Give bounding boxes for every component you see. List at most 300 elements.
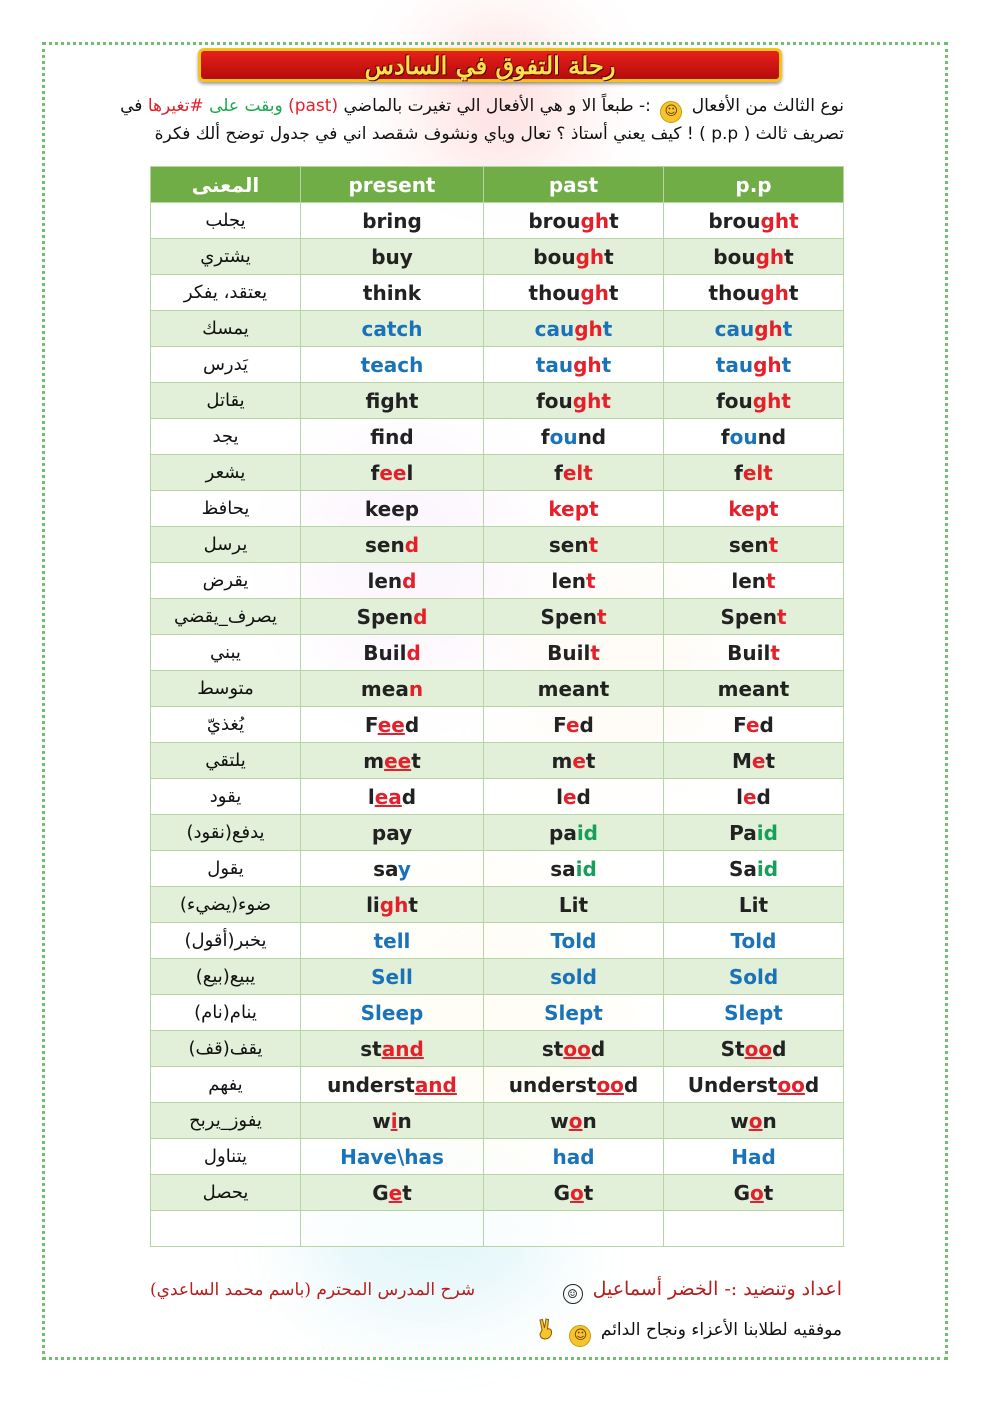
meaning-cell: يصرف_يقضي xyxy=(151,599,301,635)
past-cell xyxy=(484,1031,664,1067)
pp-cell xyxy=(664,527,844,563)
meaning-cell: يشعر xyxy=(151,455,301,491)
table-row xyxy=(151,455,844,491)
word-part-highlight: catch xyxy=(361,316,423,341)
past-cell xyxy=(484,239,664,275)
pp-cell xyxy=(664,311,844,347)
word-part: underst xyxy=(508,1072,597,1097)
word-part: Spen xyxy=(540,604,597,629)
word-part-highlight: oo xyxy=(563,1036,591,1061)
word-part-highlight: gh xyxy=(755,244,785,269)
word-part-highlight: ee xyxy=(379,460,407,485)
word-part: thou xyxy=(708,280,761,305)
word-part-highlight: gh xyxy=(753,352,782,377)
title-banner xyxy=(198,48,782,82)
word-part-highlight: t xyxy=(776,604,787,629)
word-part-highlight: elt xyxy=(742,460,773,485)
word-part-highlight: ee xyxy=(377,712,405,737)
present-cell xyxy=(301,923,484,959)
past-cell xyxy=(484,383,664,419)
meaning-cell: يخبر(أقول) xyxy=(151,923,301,959)
word-part: brou xyxy=(528,208,581,233)
word-part-highlight: o xyxy=(570,1180,584,1205)
word-part-highlight: e xyxy=(742,784,757,809)
header-meaning: المعنى xyxy=(151,167,301,203)
word-part-highlight: had xyxy=(552,1144,595,1169)
present-cell xyxy=(301,743,484,779)
meaning-cell xyxy=(151,1211,301,1247)
word-part: bou xyxy=(533,244,576,269)
past-cell xyxy=(484,1211,664,1247)
meaning-cell: يقول xyxy=(151,851,301,887)
past-cell xyxy=(484,887,664,923)
word-part: d xyxy=(772,1036,787,1061)
word-part: l xyxy=(556,784,563,809)
word-part: len xyxy=(551,568,587,593)
word-part-highlight: e xyxy=(751,748,766,773)
present-cell xyxy=(301,455,484,491)
relieved-face-icon: ☺ xyxy=(569,1325,591,1347)
word-part: sa xyxy=(373,856,398,881)
past-cell xyxy=(484,455,664,491)
table-row xyxy=(151,743,844,779)
table-row xyxy=(151,923,844,959)
word-part: f xyxy=(720,424,730,449)
word-part-highlight: Told xyxy=(730,928,777,953)
past-cell xyxy=(484,527,664,563)
table-row xyxy=(151,851,844,887)
pp-cell xyxy=(664,851,844,887)
word-part-highlight: ou xyxy=(549,424,578,449)
meaning-cell: يُغذيّ xyxy=(151,707,301,743)
present-cell xyxy=(301,1103,484,1139)
word-part-highlight: gh xyxy=(575,244,605,269)
word-part-highlight: cau xyxy=(714,316,755,341)
word-part: n xyxy=(582,1108,597,1133)
word-part: St xyxy=(720,1036,745,1061)
pp-cell xyxy=(664,743,844,779)
meaning-cell: يحافظ xyxy=(151,491,301,527)
word-part: Lit xyxy=(558,892,589,917)
intro-text: :- طبعاً الا و هي الأفعال الي تغيرت بالماضي xyxy=(343,96,651,116)
word-part-highlight: ght xyxy=(572,388,611,413)
table-row xyxy=(151,383,844,419)
intro-text: تصريف ثالث ( p.p ) ! كيف يعني أستاذ ؟ تعال وياي ونشوف شقصد اني في جدول توضح ألك فكرة xyxy=(154,124,844,144)
word-part-highlight: Sold xyxy=(728,964,779,989)
past-cell xyxy=(484,347,664,383)
word-part: F xyxy=(364,712,378,737)
footer-text: شرح المدرس المحترم (باسم محمد الساعدي) xyxy=(150,1280,476,1300)
word-part: l xyxy=(736,784,743,809)
meaning-cell: يعتقد، يفكر xyxy=(151,275,301,311)
word-part-highlight: kept xyxy=(548,496,599,521)
table-row xyxy=(151,671,844,707)
past-cell xyxy=(484,707,664,743)
present-cell xyxy=(301,671,484,707)
pp-cell xyxy=(664,1139,844,1175)
intro-line-1 xyxy=(58,96,844,123)
present-cell xyxy=(301,1211,484,1247)
word-part: m xyxy=(551,748,573,773)
word-part: G xyxy=(733,1180,751,1205)
word-part: st xyxy=(541,1036,564,1061)
word-part-highlight: t xyxy=(588,532,599,557)
pp-cell xyxy=(664,671,844,707)
word-part: underst xyxy=(327,1072,415,1097)
word-part-highlight: oo xyxy=(777,1072,805,1097)
past-cell xyxy=(484,1139,664,1175)
table-row xyxy=(151,491,844,527)
present-cell xyxy=(301,1139,484,1175)
word-part-highlight: Slept xyxy=(724,1000,783,1025)
word-part-highlight: elt xyxy=(562,460,593,485)
past-cell xyxy=(484,203,664,239)
present-cell xyxy=(301,599,484,635)
word-part-highlight: Slept xyxy=(544,1000,603,1025)
intro-hashtag: #تغيرها xyxy=(147,96,204,116)
pp-cell xyxy=(664,995,844,1031)
present-cell xyxy=(301,959,484,995)
meaning-cell: يفهم xyxy=(151,1067,301,1103)
word-part-highlight: and xyxy=(414,1072,457,1097)
pp-cell xyxy=(664,923,844,959)
past-cell xyxy=(484,599,664,635)
word-part-highlight: teach xyxy=(360,352,424,377)
word-part: t xyxy=(608,280,619,305)
word-part: Spen xyxy=(356,604,414,629)
meaning-cell: يمسك xyxy=(151,311,301,347)
pp-cell xyxy=(664,455,844,491)
present-cell xyxy=(301,203,484,239)
meaning-cell: يشتري xyxy=(151,239,301,275)
table-row xyxy=(151,311,844,347)
word-part-highlight: d xyxy=(413,604,428,629)
word-part: w xyxy=(372,1108,391,1133)
word-part: nd xyxy=(757,424,787,449)
word-part: n xyxy=(762,1108,777,1133)
footer-explained-by xyxy=(150,1280,475,1300)
word-part: f xyxy=(734,460,743,485)
present-cell xyxy=(301,563,484,599)
pp-cell xyxy=(664,419,844,455)
word-part-highlight: d xyxy=(402,568,417,593)
present-cell xyxy=(301,275,484,311)
word-part-highlight: gh xyxy=(379,892,409,917)
pp-cell xyxy=(664,959,844,995)
word-part: d xyxy=(401,784,417,809)
table-row xyxy=(151,203,844,239)
word-part: meant xyxy=(537,676,610,701)
word-part: n xyxy=(397,1108,412,1133)
word-part: Pa xyxy=(729,820,757,845)
table-row xyxy=(151,779,844,815)
meaning-cell: يتناول xyxy=(151,1139,301,1175)
footer-text: اعداد وتنضيد :- الخضر أسماعيل xyxy=(592,1278,842,1300)
word-part: G xyxy=(553,1180,571,1205)
intro-line-2 xyxy=(58,124,844,144)
word-part: pay xyxy=(371,820,413,845)
intro-text: في xyxy=(120,96,143,116)
past-cell xyxy=(484,275,664,311)
present-cell xyxy=(301,779,484,815)
past-cell xyxy=(484,995,664,1031)
word-part: t xyxy=(788,280,799,305)
table-header-row xyxy=(151,167,844,203)
present-cell xyxy=(301,383,484,419)
pp-cell xyxy=(664,1175,844,1211)
word-part: d xyxy=(759,712,774,737)
word-part-highlight: Sleep xyxy=(360,1000,424,1025)
word-part: d xyxy=(404,712,420,737)
word-part-highlight: ea xyxy=(374,784,402,809)
present-cell xyxy=(301,887,484,923)
meaning-cell: متوسط xyxy=(151,671,301,707)
word-part: f xyxy=(370,460,380,485)
word-part-highlight: t xyxy=(586,568,596,593)
present-cell xyxy=(301,851,484,887)
word-part: G xyxy=(372,1180,389,1205)
word-part: t xyxy=(585,748,596,773)
word-part: Buil xyxy=(547,640,591,665)
present-cell xyxy=(301,491,484,527)
word-part-highlight: t xyxy=(602,316,613,341)
meaning-cell: يدفع(نقود) xyxy=(151,815,301,851)
pp-cell xyxy=(664,383,844,419)
pp-cell xyxy=(664,779,844,815)
past-cell xyxy=(484,743,664,779)
word-part: t xyxy=(411,748,421,773)
past-cell xyxy=(484,1175,664,1211)
word-part-highlight: o xyxy=(748,1108,763,1133)
meaning-cell: ينام(نام) xyxy=(151,995,301,1031)
word-part-highlight: id xyxy=(576,820,598,845)
table-row xyxy=(151,1067,844,1103)
table-row xyxy=(151,1103,844,1139)
meaning-cell: يقود xyxy=(151,779,301,815)
word-part-highlight: tau xyxy=(535,352,574,377)
pp-cell xyxy=(664,239,844,275)
word-part-highlight: n xyxy=(408,676,424,701)
word-part-highlight: gh xyxy=(573,352,602,377)
table-row xyxy=(151,887,844,923)
word-part: Sa xyxy=(728,856,757,881)
word-part: t xyxy=(609,208,619,233)
word-part-highlight: t xyxy=(768,532,779,557)
word-part: d xyxy=(804,1072,820,1097)
meaning-cell: يفوز_يربح xyxy=(151,1103,301,1139)
present-cell xyxy=(301,419,484,455)
word-part-highlight: cau xyxy=(534,316,575,341)
past-cell xyxy=(484,671,664,707)
word-part: nd xyxy=(577,424,607,449)
word-part: F xyxy=(733,712,746,737)
header-past: past xyxy=(484,167,664,203)
meaning-cell: يجلب xyxy=(151,203,301,239)
word-part: f xyxy=(540,424,550,449)
word-part-highlight: t xyxy=(782,316,793,341)
word-part: Buil xyxy=(727,640,771,665)
pp-cell xyxy=(664,635,844,671)
word-part-highlight: gh xyxy=(754,316,783,341)
word-part-highlight: Sell xyxy=(371,964,413,989)
present-cell xyxy=(301,1031,484,1067)
meaning-cell: يقف(قف) xyxy=(151,1031,301,1067)
word-part: t xyxy=(763,1180,774,1205)
meaning-cell: يلتقي xyxy=(151,743,301,779)
word-part-highlight: gh xyxy=(580,280,609,305)
word-part: bou xyxy=(713,244,756,269)
word-part: f xyxy=(554,460,563,485)
word-part: w xyxy=(550,1108,569,1133)
word-part: buy xyxy=(371,244,413,269)
pp-cell xyxy=(664,1067,844,1103)
word-part: d xyxy=(623,1072,639,1097)
word-part: t xyxy=(583,1180,594,1205)
table-row xyxy=(151,707,844,743)
past-cell xyxy=(484,779,664,815)
meaning-cell: يبني xyxy=(151,635,301,671)
word-part: l xyxy=(406,460,414,485)
word-part: sen xyxy=(728,532,769,557)
word-part: Lit xyxy=(738,892,769,917)
meaning-cell: يجد xyxy=(151,419,301,455)
meaning-cell: يرسل xyxy=(151,527,301,563)
word-part: Underst xyxy=(687,1072,778,1097)
table-row xyxy=(151,1139,844,1175)
present-cell xyxy=(301,239,484,275)
word-part: Buil xyxy=(363,640,407,665)
pp-cell xyxy=(664,1103,844,1139)
word-part-highlight: e xyxy=(745,712,760,737)
table-row xyxy=(151,347,844,383)
page-title: رحلة التفوق في السادس xyxy=(364,50,616,80)
past-cell xyxy=(484,563,664,599)
word-part-highlight: d xyxy=(406,640,421,665)
word-part: li xyxy=(366,892,380,917)
present-cell xyxy=(301,1175,484,1211)
past-cell xyxy=(484,1103,664,1139)
word-part-highlight: oo xyxy=(596,1072,624,1097)
word-part: nd xyxy=(385,424,414,449)
victory-hand-icon xyxy=(536,1318,556,1340)
word-part: pa xyxy=(549,820,577,845)
word-part-highlight: t xyxy=(590,640,600,665)
word-part-highlight: t xyxy=(781,352,792,377)
word-part: sa xyxy=(550,856,576,881)
pp-cell xyxy=(664,815,844,851)
word-part: t xyxy=(784,244,794,269)
word-part-highlight: gh xyxy=(760,280,789,305)
footer-prepared-by xyxy=(559,1278,842,1304)
past-cell xyxy=(484,419,664,455)
word-part: bring xyxy=(362,208,422,233)
word-part-highlight: kept xyxy=(728,496,779,521)
past-cell xyxy=(484,959,664,995)
word-part: w xyxy=(730,1108,749,1133)
word-part-highlight: t xyxy=(770,640,780,665)
word-part-highlight: t xyxy=(789,208,799,233)
word-part: l xyxy=(367,784,375,809)
word-part-highlight: o xyxy=(568,1108,583,1133)
word-part: brou xyxy=(708,208,761,233)
header-pp: p.p xyxy=(664,167,844,203)
word-part-highlight: t xyxy=(601,352,612,377)
table-row xyxy=(151,527,844,563)
word-part: f xyxy=(370,424,386,449)
table-row xyxy=(151,275,844,311)
table-row xyxy=(151,599,844,635)
present-cell xyxy=(301,707,484,743)
intro-text: نوع الثالث من الأفعال xyxy=(691,96,844,116)
word-part: keep xyxy=(364,496,420,521)
pp-cell xyxy=(664,491,844,527)
past-cell xyxy=(484,851,664,887)
word-part-highlight: t xyxy=(766,568,776,593)
word-part-highlight: e xyxy=(388,1180,403,1205)
table-row xyxy=(151,1175,844,1211)
word-part-highlight: y xyxy=(397,856,411,881)
word-part-highlight: e xyxy=(572,748,586,773)
word-part: len xyxy=(367,568,403,593)
pp-cell xyxy=(664,275,844,311)
verb-table xyxy=(150,166,844,1247)
pp-cell xyxy=(664,707,844,743)
word-part: len xyxy=(731,568,767,593)
pp-cell xyxy=(664,1211,844,1247)
word-part-highlight: e xyxy=(565,712,580,737)
word-part: st xyxy=(360,1036,382,1061)
meaning-cell: يبيع(بيع) xyxy=(151,959,301,995)
meaning-cell: ضوء(يضيء) xyxy=(151,887,301,923)
word-part-highlight: Have\has xyxy=(340,1144,444,1169)
word-part: Spen xyxy=(720,604,777,629)
grinning-face-icon: ☺ xyxy=(660,101,682,123)
past-cell xyxy=(484,491,664,527)
present-cell xyxy=(301,815,484,851)
word-part-highlight: t xyxy=(596,604,607,629)
meaning-cell: يحصل xyxy=(151,1175,301,1211)
intro-past-label: (past) xyxy=(288,96,339,116)
word-part-highlight: oo xyxy=(744,1036,773,1061)
word-part-highlight: ee xyxy=(384,748,412,773)
pp-cell xyxy=(664,599,844,635)
word-part: meant xyxy=(717,676,790,701)
table-row xyxy=(151,1211,844,1247)
word-part-highlight: gh xyxy=(760,208,790,233)
word-part-highlight: and xyxy=(381,1036,424,1061)
pp-cell xyxy=(664,887,844,923)
word-part: think xyxy=(362,280,422,305)
word-part: t xyxy=(408,892,418,917)
table-row xyxy=(151,959,844,995)
smiling-face-icon: ☺ xyxy=(563,1284,583,1304)
word-part-highlight: gh xyxy=(574,316,603,341)
present-cell xyxy=(301,311,484,347)
header-present: present xyxy=(301,167,484,203)
word-part-highlight: d xyxy=(404,532,420,557)
word-part-highlight: sold xyxy=(550,964,597,989)
word-part-highlight: e xyxy=(562,784,577,809)
word-part: thou xyxy=(528,280,581,305)
word-part-highlight: o xyxy=(750,1180,764,1205)
word-part: m xyxy=(363,748,385,773)
past-cell xyxy=(484,923,664,959)
past-cell xyxy=(484,1067,664,1103)
word-part-highlight: id xyxy=(756,856,779,881)
table-row xyxy=(151,635,844,671)
word-part: M xyxy=(731,748,752,773)
footer-text: موفقيه لطلابنا الأعزاء ونجاح الدائم xyxy=(600,1320,842,1340)
